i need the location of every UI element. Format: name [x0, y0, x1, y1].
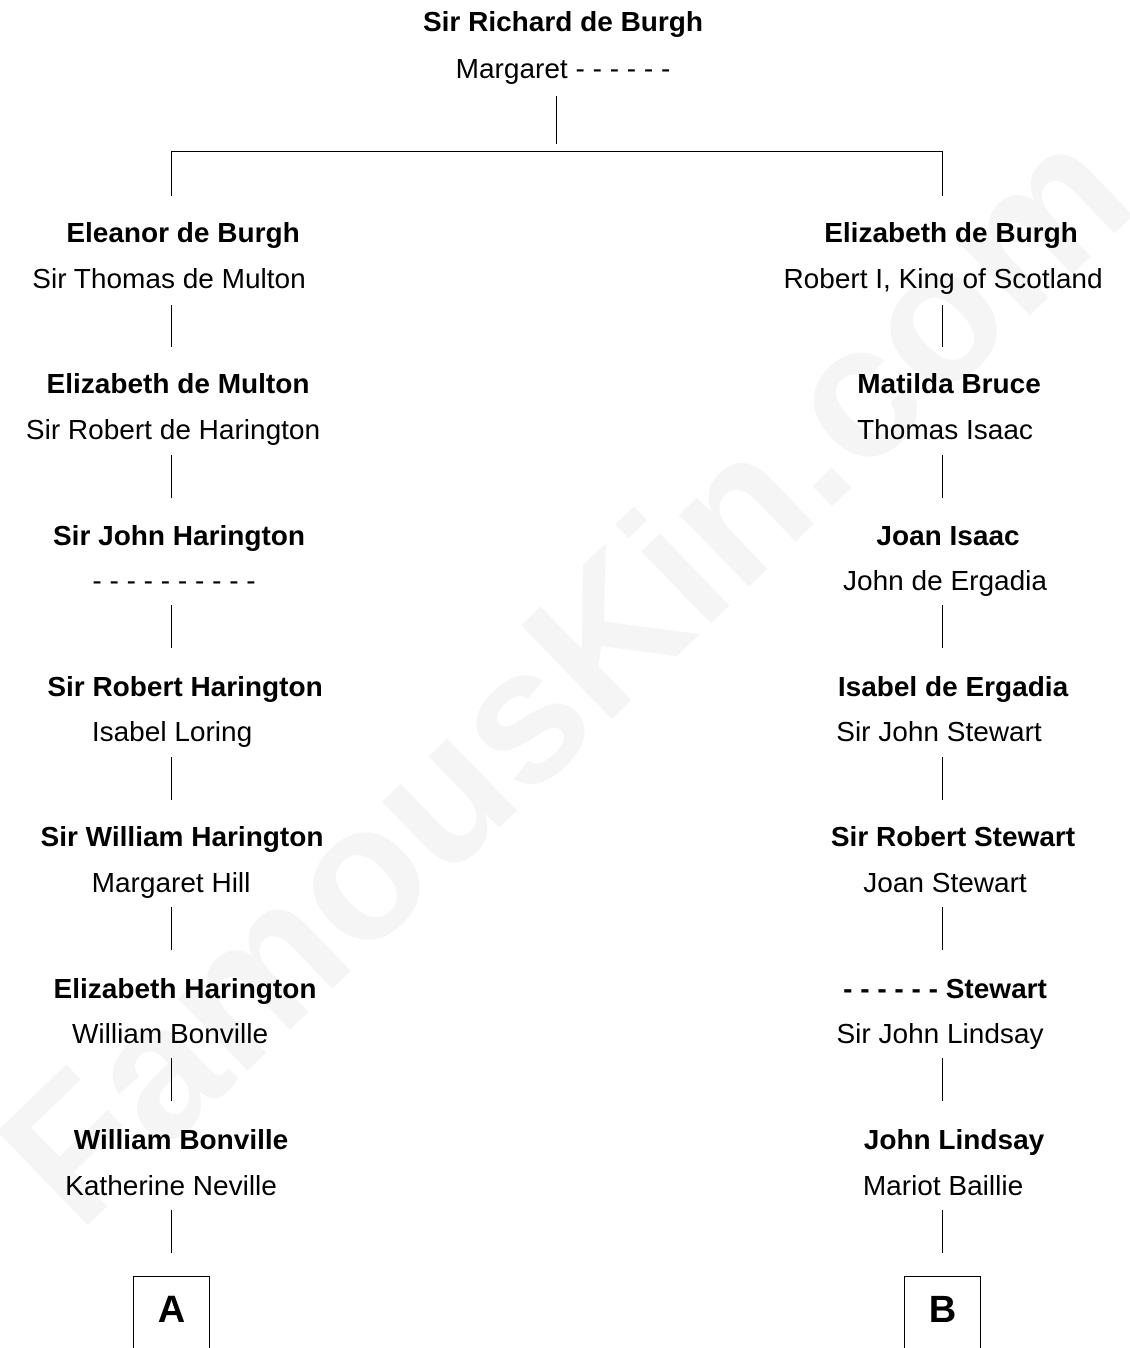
continuation-box-a [133, 1276, 210, 1348]
left-connector [171, 1210, 172, 1253]
left-person-spouse: Katherine Neville [65, 1170, 277, 1201]
right-connector [942, 757, 943, 800]
left-person-name: Elizabeth de Multon [46, 368, 310, 399]
left-person-name: Sir Robert Harington [47, 671, 323, 702]
right-connector [942, 605, 943, 648]
right-person-name: John Lindsay [863, 1124, 1045, 1155]
left-person-name: Sir William Harington [40, 821, 324, 852]
left-person-spouse: Isabel Loring [91, 716, 253, 747]
right-connector [942, 907, 943, 950]
left-person-name: Sir John Harington [53, 520, 305, 551]
right-connector [942, 455, 943, 498]
root-connector [556, 96, 557, 144]
left-person-spouse: Sir Thomas de Multon [32, 263, 306, 294]
right-person-name: Sir Robert Stewart [830, 821, 1076, 852]
left-person-spouse: William Bonville [71, 1018, 269, 1049]
right-person-name: - - - - - - Stewart [843, 973, 1047, 1004]
root-spouse: Margaret - - - - - - [455, 53, 671, 84]
left-branch-drop [171, 151, 172, 196]
left-connector [171, 605, 172, 648]
branch-line [171, 151, 943, 152]
left-person-name: Eleanor de Burgh [66, 217, 300, 248]
continuation-label-a: A [157, 1289, 186, 1331]
left-connector [171, 1058, 172, 1101]
right-person-spouse: Joan Stewart [863, 867, 1027, 898]
right-person-spouse: Sir John Stewart [836, 716, 1042, 747]
left-person-spouse: - - - - - - - - - - [92, 565, 256, 596]
left-connector [171, 455, 172, 498]
left-connector [171, 757, 172, 800]
right-person-spouse: Mariot Baillie [862, 1170, 1024, 1201]
left-person-name: William Bonville [73, 1124, 289, 1155]
left-person-spouse: Sir Robert de Harington [25, 414, 321, 445]
right-person-spouse: Robert I, King of Scotland [783, 263, 1103, 294]
right-person-name: Joan Isaac [876, 520, 1020, 551]
right-person-spouse: Sir John Lindsay [836, 1018, 1044, 1049]
right-connector [942, 1058, 943, 1101]
right-connector [942, 1210, 943, 1253]
right-person-name: Matilda Bruce [857, 368, 1041, 399]
right-person-spouse: John de Ergadia [843, 565, 1047, 596]
right-person-name: Isabel de Ergadia [837, 671, 1069, 702]
left-connector [171, 907, 172, 950]
left-connector [171, 305, 172, 347]
continuation-label-b: B [928, 1289, 957, 1331]
left-person-spouse: Margaret Hill [91, 867, 251, 898]
continuation-box-b [904, 1276, 981, 1348]
root-name: Sir Richard de Burgh [422, 6, 704, 37]
left-person-name: Elizabeth Harington [53, 973, 317, 1004]
right-connector [942, 305, 943, 347]
right-person-spouse: Thomas Isaac [857, 414, 1033, 445]
right-branch-drop [942, 151, 943, 196]
right-person-name: Elizabeth de Burgh [824, 217, 1078, 248]
